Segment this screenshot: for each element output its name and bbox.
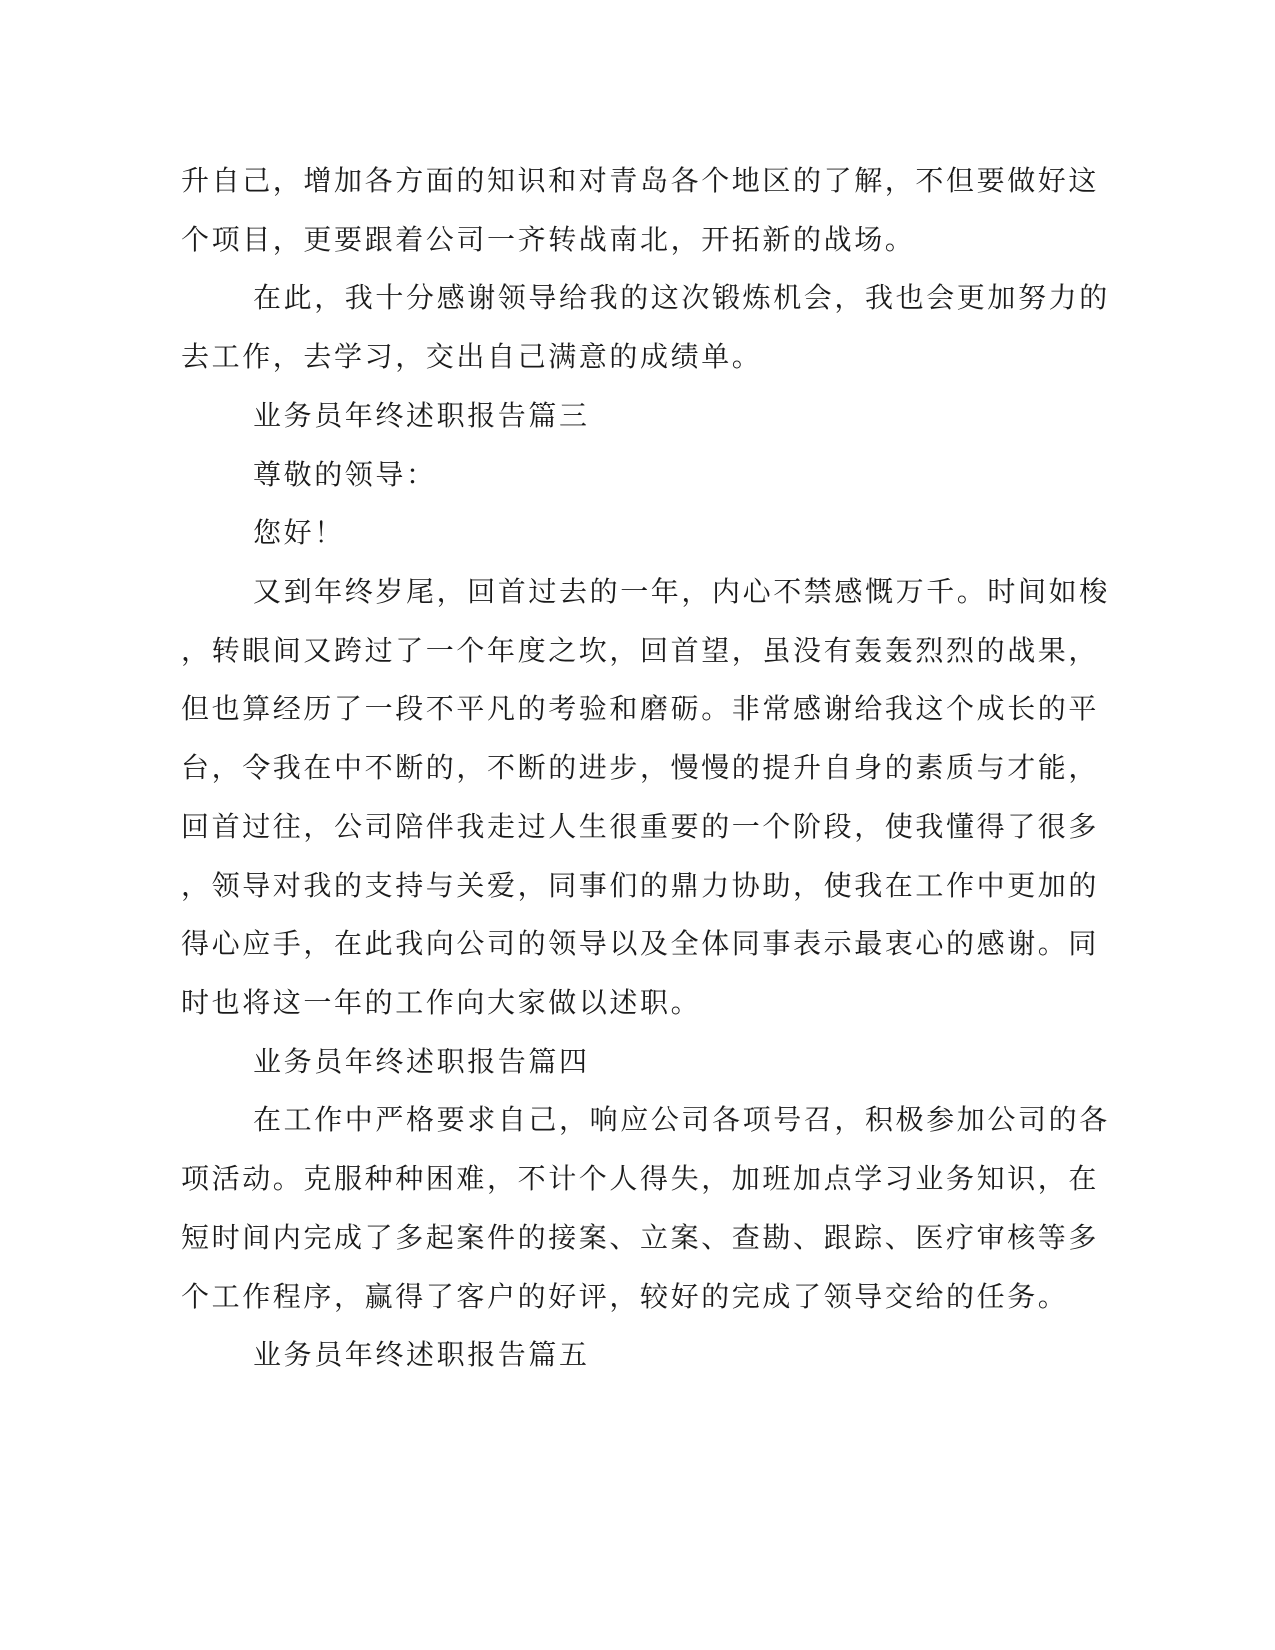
paragraph-line: 又到年终岁尾，回首过去的一年，内心不禁感慨万千。时间如梭: [253, 575, 1110, 608]
paragraph-line: 时也将这一年的工作向大家做以述职。: [181, 986, 702, 1019]
greeting: 您好！: [253, 516, 345, 549]
section-heading: 业务员年终述职报告篇三: [253, 399, 590, 432]
section-heading: 业务员年终述职报告篇四: [253, 1045, 590, 1078]
paragraph-line: 但也算经历了一段不平凡的考验和磨砺。非常感谢给我这个成长的平: [181, 692, 1100, 725]
salutation: 尊敬的领导：: [253, 458, 437, 491]
paragraph-line: 去工作，去学习，交出自己满意的成绩单。: [181, 340, 763, 373]
paragraph-line: ，转眼间又跨过了一个年度之坎，回首望，虽没有轰轰烈烈的战果，: [181, 634, 1100, 667]
paragraph-line: 在工作中严格要求自己，响应公司各项号召，积极参加公司的各: [253, 1103, 1110, 1136]
paragraph-line: 得心应手，在此我向公司的领导以及全体同事表示最衷心的感谢。同: [181, 927, 1100, 960]
paragraph-line: 个工作程序，赢得了客户的好评，较好的完成了领导交给的任务。: [181, 1280, 1069, 1313]
paragraph-line: 在此，我十分感谢领导给我的这次锻炼机会，我也会更加努力的: [253, 281, 1110, 314]
paragraph-line: ，领导对我的支持与关爱，同事们的鼎力协助，使我在工作中更加的: [181, 869, 1100, 902]
paragraph-line: 升自己，增加各方面的知识和对青岛各个地区的了解，不但要做好这: [181, 164, 1100, 197]
paragraph-line: 短时间内完成了多起案件的接案、立案、查勘、跟踪、医疗审核等多: [181, 1221, 1100, 1254]
paragraph-line: 台，令我在中不断的，不断的进步，慢慢的提升自身的素质与才能，: [181, 751, 1100, 784]
section-heading: 业务员年终述职报告篇五: [253, 1338, 590, 1371]
paragraph-line: 个项目，更要跟着公司一齐转战南北，开拓新的战场。: [181, 223, 916, 256]
paragraph-line: 回首过往，公司陪伴我走过人生很重要的一个阶段，使我懂得了很多: [181, 810, 1100, 843]
paragraph-line: 项活动。克服种种困难，不计个人得失，加班加点学习业务知识，在: [181, 1162, 1100, 1195]
